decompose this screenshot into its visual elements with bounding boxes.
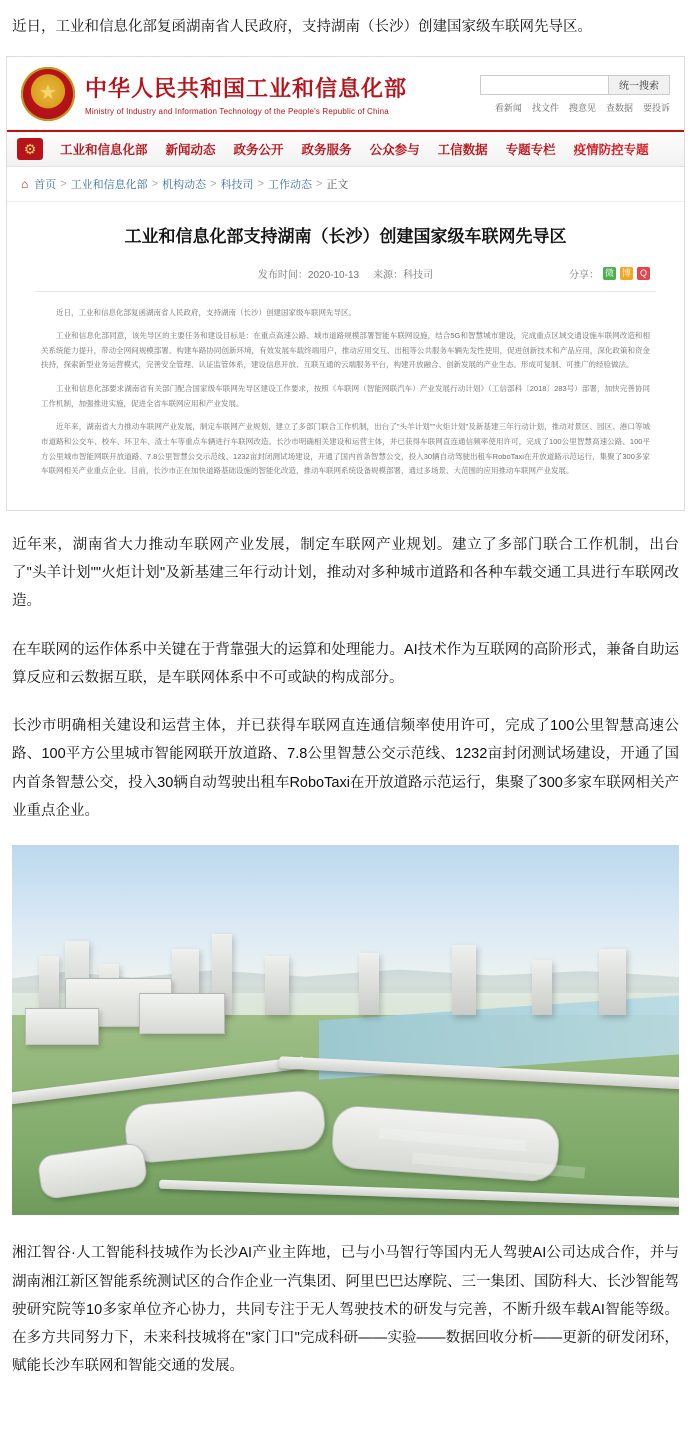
breadcrumb [7, 167, 684, 202]
photo-building [25, 1008, 98, 1045]
city-aerial-photo [12, 845, 679, 1215]
article-paragraph: 近年来，湖南省大力推动车联网产业发展，制定车联网产业规划，建立了多部门联合工作机制，出台了"头羊计划""火炬计划"及新基建三年行动计划，推动对景区、园区、港口等城市道路和公交车、校车、环卫车、渣土车等重点车辆进行车联网改造。长沙市明确相关建设和运营主体，并已获得车联网直连通信频率使用许可，完成了100公里智慧高速公路、100平方公里城市智能网联开放道路、7.8公里智慧公交示范线、1232亩封闭测试场建设，开通了国内首条智慧公交，投入30辆自动驾驶出租车RoboTaxi在开放道路示范运行，集聚了300多家车联网相关产业重点企业。目前，长沙市正在加快道路基础设施的智能化改造，推动车联网系统设备规模部署，通过多场景、大范围的应用推动车联网产业发展。 [41, 422, 650, 476]
home-icon: ⌂ [21, 177, 29, 192]
nav-item-government-services[interactable]: 政务服务 [301, 143, 352, 158]
nav-item-government-disclosure[interactable]: 政务公开 [233, 143, 284, 158]
qzone-share-icon[interactable]: Q [637, 267, 650, 280]
article-paragraph: 近日，工业和信息化部复函湖南省人民政府，支持湖南（长沙）创建国家级车联网先导区。 [56, 307, 356, 317]
photo-tower [359, 953, 379, 1016]
breadcrumb-item-ministry[interactable]: 工业和信息化部 [70, 179, 148, 192]
publish-time: 发布时间：2020-10-13 [257, 269, 360, 281]
nav-item-epidemic-topic[interactable]: 疫情防控专题 [573, 143, 649, 158]
nav-item-ministry[interactable]: 工业和信息化部 [60, 143, 148, 158]
embedded-ministry-article-card [6, 56, 685, 511]
search-tab-documents[interactable]: 找文件 [531, 102, 559, 113]
breadcrumb-item-home[interactable]: 首页 [34, 179, 57, 192]
body-paragraph-2: 在车联网的运作体系中关键在于背靠强大的运算和处理能力。AI技术作为互联网的高阶形式，兼备自助运算反应和云数据互联，是车联网体系中不可或缺的构成部分。 [12, 641, 679, 686]
search-tab-data[interactable]: 查数据 [605, 102, 633, 113]
breadcrumb-separator: > [151, 178, 159, 191]
search-tab-opinions[interactable]: 搜意见 [568, 102, 596, 113]
site-title-block [85, 72, 480, 116]
search-button[interactable]: 统一搜索 [608, 75, 670, 95]
article-divider [35, 291, 656, 292]
breadcrumb-item-science-dept[interactable]: 科技司 [220, 179, 254, 192]
nav-item-news[interactable]: 新闻动态 [165, 143, 216, 158]
national-emblem-icon [21, 67, 75, 121]
lead-paragraph: 近日，工业和信息化部复函湖南省人民政府，支持湖南（长沙）创建国家级车联网先导区。 [12, 19, 592, 35]
breadcrumb-separator: > [257, 178, 264, 191]
main-nav [7, 130, 684, 167]
photo-building [139, 993, 226, 1034]
share-label: 分享： [569, 269, 599, 281]
gear-logo-icon [17, 138, 43, 160]
photo-tower [532, 960, 552, 1016]
article-meta [7, 266, 684, 291]
article-body [7, 306, 684, 510]
nav-item-industry-data[interactable]: 工信数据 [437, 143, 488, 158]
weibo-share-icon[interactable]: 博 [621, 267, 631, 278]
breadcrumb-separator: > [316, 178, 323, 191]
breadcrumb-separator: > [60, 178, 67, 191]
search-tabs [480, 101, 670, 114]
weixin-share-icon[interactable]: 微 [604, 267, 614, 278]
article-paragraph: 工业和信息化部同意，该先导区的主要任务和建设目标是：在重点高速公路、城市道路规模部署智能车联网设施，结合5G和智慧城市建设，完成重点区域交通设施车联网改造和相关系统能力提升，带动全网间规模部署。构建车路协同创新环境，有效发展车载终端用户，推动应用交互、出租等公共服务车辆先发性使用，促进创新技术和产品应用，深化政策和资金扶持，探索新型业务运营模式，完善安全管理、认证监管体系，建设信息开放、互联互通的云端服务平台，构建开放融合、创新发展的产业生态。形成可复制、可推广的经验做法。 [41, 331, 650, 370]
share-bar [569, 266, 650, 281]
photo-container [0, 835, 691, 1223]
photo-tower [39, 956, 59, 1015]
photo-tower [265, 956, 288, 1015]
body-paragraph-3: 长沙市明确相关建设和运营主体，并已获得车联网直连通信频率使用许可，完成了100公里智慧高速公路、100平方公里城市智能网联开放道路、7.8公里智慧公交示范线、1232亩封闭测试场建设，开通了国内首条智慧公交，投入30辆自动驾驶出租车RoboTaxi在开放道路示范运行，集聚了300多家车联网相关产业重点企业。 [12, 718, 679, 819]
photo-tower [599, 949, 626, 1016]
search-input[interactable] [480, 75, 608, 95]
site-search [480, 75, 670, 114]
breadcrumb-item-org-news[interactable]: 机构动态 [162, 179, 207, 192]
photo-tower [452, 945, 475, 1015]
article-title: 工业和信息化部支持湖南（长沙）创建国家级车联网先导区 [124, 227, 567, 247]
site-title-en: Ministry of Industry and Information Technology of the People's Republic of China [85, 107, 389, 117]
search-tab-news[interactable]: 看新闻 [494, 102, 522, 113]
article-source: 来源：科技司 [373, 269, 434, 281]
breadcrumb-separator: > [210, 178, 217, 191]
closing-paragraph: 湘江智谷·人工智能科技城作为长沙AI产业主阵地，已与小马智行等国内无人驾驶AI公司达成合作，并与湖南湘江新区智能系统测试区的合作企业一汽集团、阿里巴巴达摩院、三一集团、国防科大、长沙智能驾驶研究院等10多家单位齐心协力，共同专注于无人驾驶技术的研发与完善，不断升级车载AI智能等级。在多方共同努力下，未来科技城将在"家门口"完成科研——实验——数据回收分析——更新的研发闭环，赋能长沙车联网和智能交通的发展。 [12, 1245, 679, 1375]
nav-item-special-topics[interactable]: 专题专栏 [505, 143, 556, 158]
breadcrumb-item-current: 正文 [326, 179, 349, 192]
article-paragraph: 工业和信息化部要求湖南省有关部门配合国家级车联网先导区建设工作要求，按照《车联网（智能网联汽车）产业发展行动计划》（工信部科〔2018〕283号）部署，加快完善协同工作机制，加强推进实施，促进全省车联网应用和产业发展。 [41, 384, 650, 408]
nav-item-public-participation[interactable]: 公众参与 [369, 143, 420, 158]
search-tab-complaints[interactable]: 要投诉 [642, 102, 670, 113]
breadcrumb-item-work-updates[interactable]: 工作动态 [268, 179, 312, 192]
body-paragraph-1: 近年来，湖南省大力推动车联网产业发展，制定车联网产业规划。建立了多部门联合工作机制，出台了"头羊计划""火炬计划"及新基建三年行动计划，推动对多种城市道路和各种车载交通工具进行车联网改造。 [12, 536, 679, 610]
site-title-cn: 中华人民共和国工业和信息化部 [85, 76, 408, 102]
site-header [7, 57, 684, 130]
